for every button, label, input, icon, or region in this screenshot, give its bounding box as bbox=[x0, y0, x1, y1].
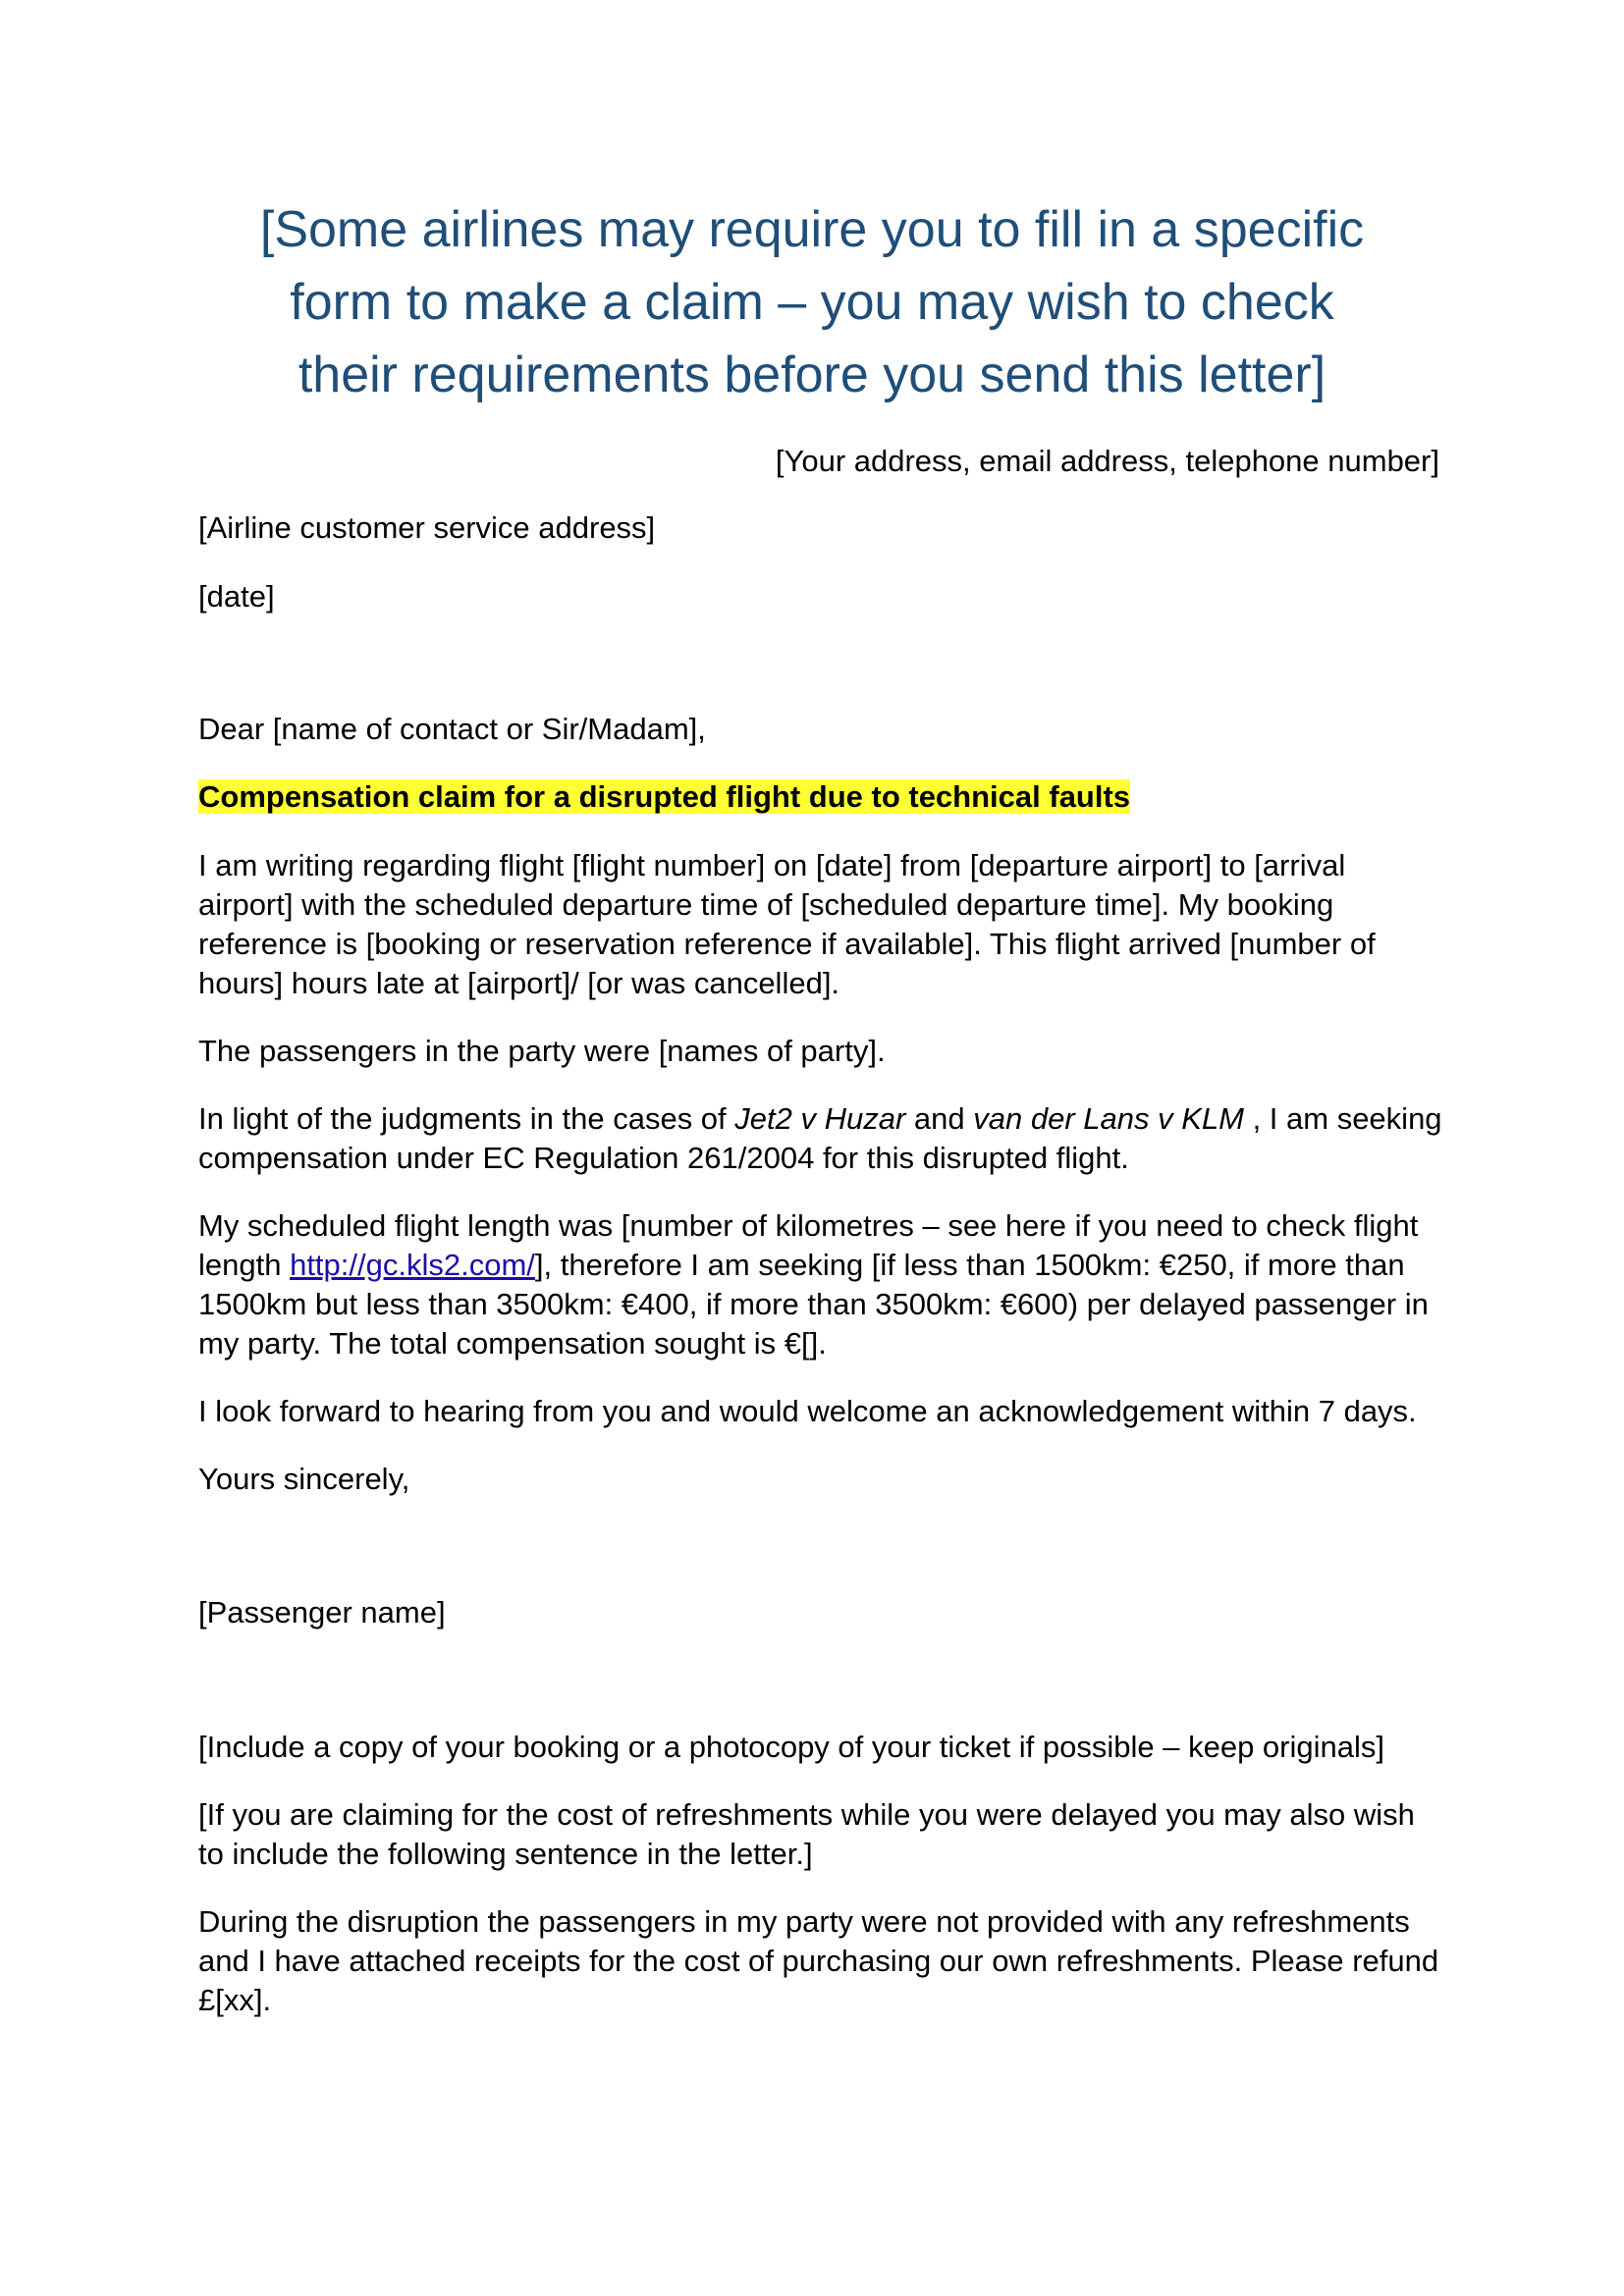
closing: Yours sincerely, bbox=[198, 1462, 410, 1496]
paragraph-compensation bbox=[198, 1206, 1445, 1363]
case-name: van der Lans v KLM bbox=[973, 1101, 1244, 1136]
title-line: their requirements before you send this letter] bbox=[298, 347, 1326, 403]
signature: [Passenger name] bbox=[198, 1595, 446, 1629]
paragraph-line: £[xx]. bbox=[198, 1983, 272, 2017]
page-title bbox=[177, 193, 1447, 411]
paragraph-line: airport] with the scheduled departure time of [scheduled departure time]. My booking bbox=[198, 887, 1334, 922]
paragraph-line: and I have attached receipts for the cost of purchasing our own refreshments. Please refund bbox=[198, 1944, 1439, 1978]
note-include-booking: [Include a copy of your booking or a photocopy of your ticket if possible – keep originals] bbox=[198, 1730, 1384, 1764]
paragraph-line: I am writing regarding flight [flight number] on [date] from [departure airport] to [arrival bbox=[198, 848, 1346, 882]
paragraph-line bbox=[198, 1099, 1445, 1139]
letter-date: [date] bbox=[198, 579, 275, 614]
paragraph-line: reference is [booking or reservation reference if available]. This flight arrived [number of bbox=[198, 927, 1376, 961]
paragraph-line: to include the following sentence in the letter.] bbox=[198, 1837, 813, 1871]
text-segment: length bbox=[198, 1248, 291, 1282]
paragraph-line: My scheduled flight length was [number of kilometres – see here if you need to check flight bbox=[198, 1208, 1419, 1243]
recipient-address: [Airline customer service address] bbox=[198, 510, 656, 545]
paragraph-acknowledgement: I look forward to hearing from you and would welcome an acknowledgement within 7 days. bbox=[198, 1394, 1417, 1428]
paragraph-refreshments-refund bbox=[198, 1902, 1445, 2020]
paragraph-line: 1500km but less than 3500km: €400, if more than 3500km: €600) per delayed passenger in bbox=[198, 1287, 1429, 1321]
sender-address: [Your address, email address, telephone number] bbox=[775, 444, 1439, 478]
paragraph-line: hours] hours late at [airport]/ [or was cancelled]. bbox=[198, 966, 840, 1000]
text-segment: ], therefore I am seeking [if less than 1500km: €250, if more than bbox=[534, 1248, 1405, 1282]
subject-line-wrapper bbox=[198, 777, 1445, 817]
paragraph-passengers: The passengers in the party were [names of party]. bbox=[198, 1034, 886, 1068]
distance-calculator-link[interactable]: http://gc.kls2.com/ bbox=[290, 1248, 535, 1282]
paragraph-legal-basis bbox=[198, 1099, 1445, 1178]
paragraph-line: my party. The total compensation sought is €[]. bbox=[198, 1326, 827, 1361]
paragraph-flight-details bbox=[198, 846, 1445, 1003]
paragraph-line: [If you are claiming for the cost of refreshments while you were delayed you may also wish bbox=[198, 1797, 1415, 1832]
text-segment: , I am seeking bbox=[1243, 1101, 1442, 1136]
title-line: [Some airlines may require you to fill in a specific bbox=[259, 201, 1365, 258]
text-segment: and bbox=[905, 1101, 974, 1136]
text-segment: In light of the judgments in the cases of bbox=[198, 1101, 735, 1136]
paragraph-line: During the disruption the passengers in my party were not provided with any refreshments bbox=[198, 1904, 1410, 1939]
salutation: Dear [name of contact or Sir/Madam], bbox=[198, 712, 706, 746]
note-refreshments bbox=[198, 1795, 1445, 1874]
subject-line: Compensation claim for a disrupted flight due to technical faults bbox=[198, 779, 1131, 814]
paragraph-line bbox=[198, 1246, 1445, 1285]
title-line: form to make a claim – you may wish to check bbox=[290, 274, 1334, 331]
case-name: Jet2 v Huzar bbox=[734, 1101, 906, 1136]
paragraph-line: compensation under EC Regulation 261/2004 for this disrupted flight. bbox=[198, 1141, 1129, 1175]
